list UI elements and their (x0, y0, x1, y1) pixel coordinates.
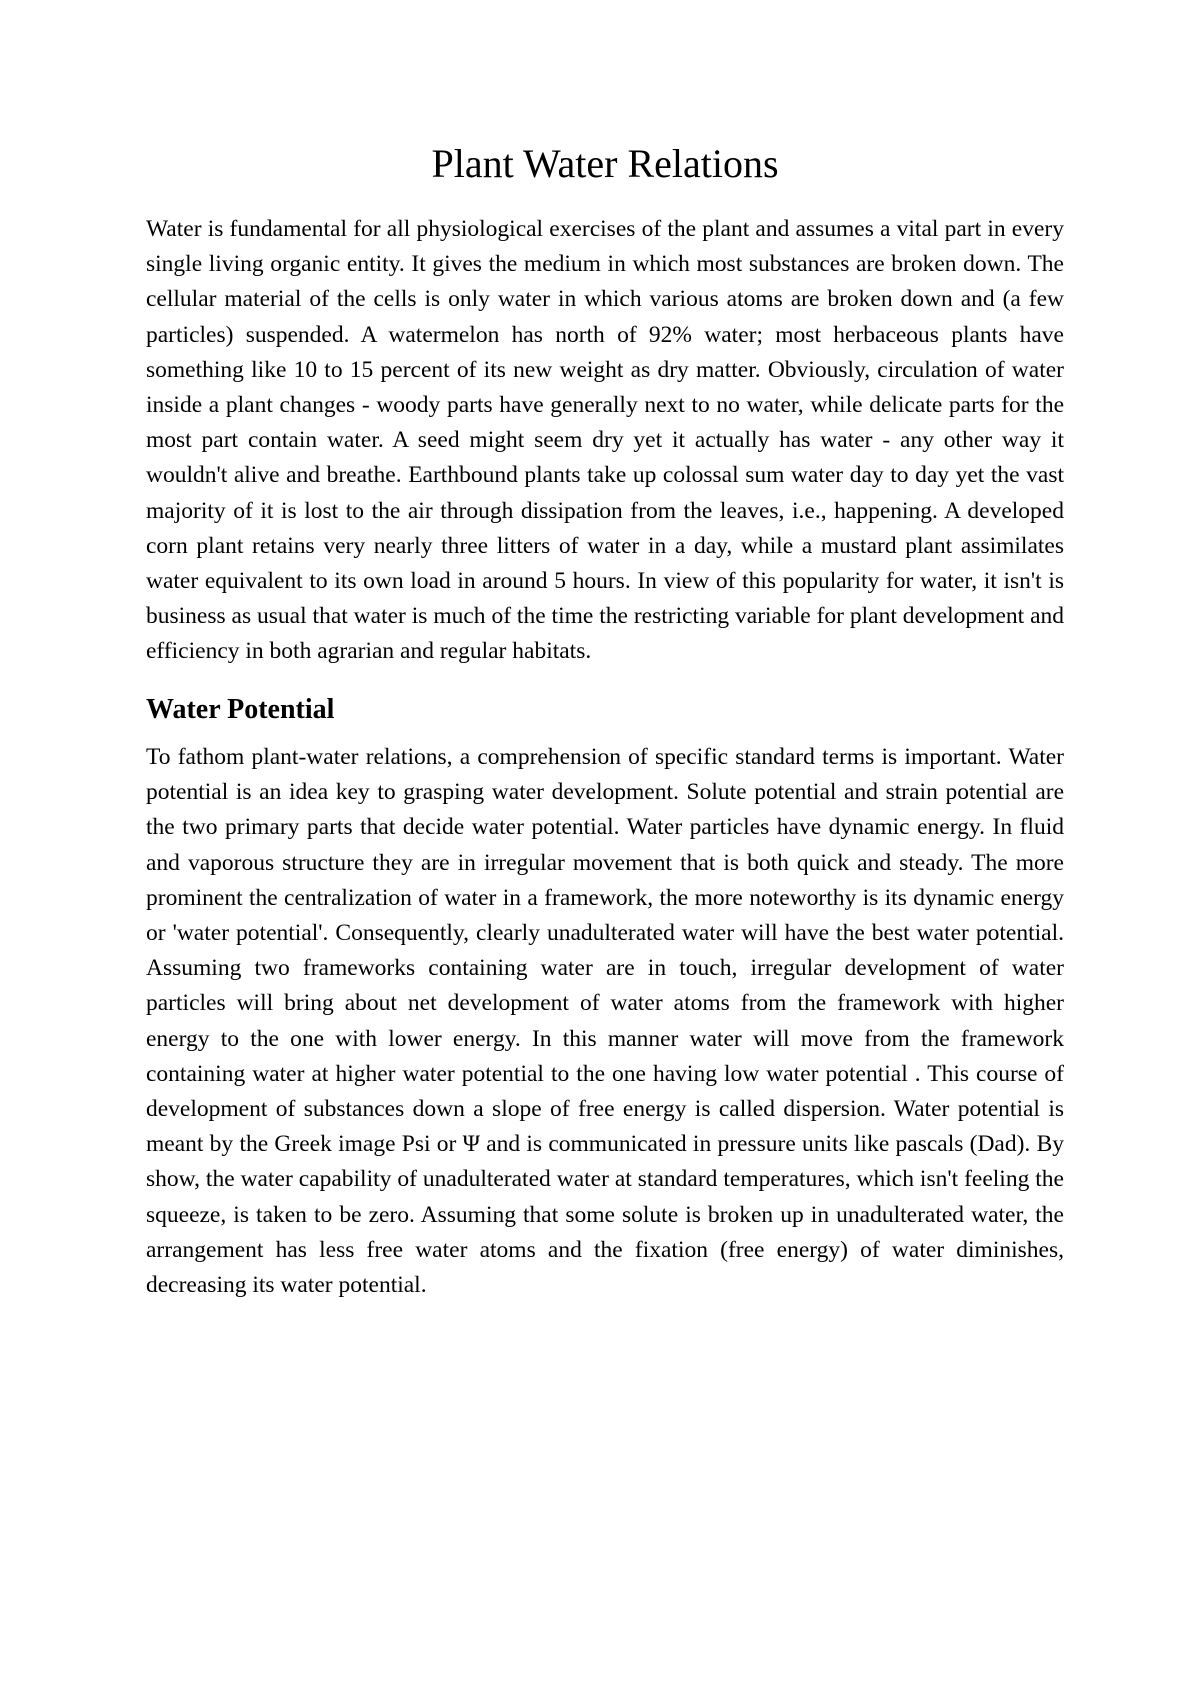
document-title: Plant Water Relations (431, 141, 779, 186)
intro-paragraph: Water is fundamental for all physiological exercises of the plant and assumes a vital part in every single living organic entity. It gives the medium in which most substances are broken down. The cellular material of the cells is only water in which various atoms are broken down and (a few particles) suspended. A watermelon has north of 92% water; most herbaceous plants have something like 10 to 15 percent of its new weight as dry matter. Obviously, circulation of water inside a plant changes - woody parts have generally next to no water, while delicate parts for the most part contain water. A seed might seem dry yet it actually has water - any other way it wouldn't alive and breathe. Earthbound plants take up colossal sum water day to day yet the vast majority of it is lost to the air through dissipation from the leaves, i.e., happening. A developed corn plant retains very nearly three litters of water in a day, while a mustard plant assimilates water equivalent to its own load in around 5 hours. In view of this popularity for water, it isn't is business as usual that water is much of the time the restricting variable for plant development and efficiency in both agrarian and regular habitats. (146, 216, 1064, 665)
water-potential-paragraph: To fathom plant-water relations, a comprehension of specific standard terms is important. Water potential is an idea key to grasping water development. Solute potential and strain potential are the two primary parts that decide water potential. Water particles have dynamic energy. In fluid and vaporous structure they are in irregular movement that is both quick and steady. The more prominent the centralization of water in a framework, the more noteworthy is its dynamic energy or 'water potential'. Consequently, clearly unadulterated water will have the best water potential. Assuming two frameworks containing water are in touch, irregular development of water particles will bring about net development of water atoms from the framework with higher energy to the one with lower energy. In this manner water will move from the framework containing water at higher water potential to the one having low water potential . This course of development of substances down a slope of free energy is called dispersion. Water potential is meant by the Greek image Psi or Ψ and is communicated in pressure units like pascals (Dad). By show, the water capability of unadulterated water at standard temperatures, which isn't feeling the squeeze, is taken to be zero. Assuming that some solute is broken up in unadulterated water, the arrangement has less free water atoms and the fixation (free energy) of water diminishes, decreasing its water potential. (146, 744, 1064, 1299)
document-page (146, 140, 1064, 1303)
section-heading-water-potential: Water Potential (146, 693, 335, 725)
